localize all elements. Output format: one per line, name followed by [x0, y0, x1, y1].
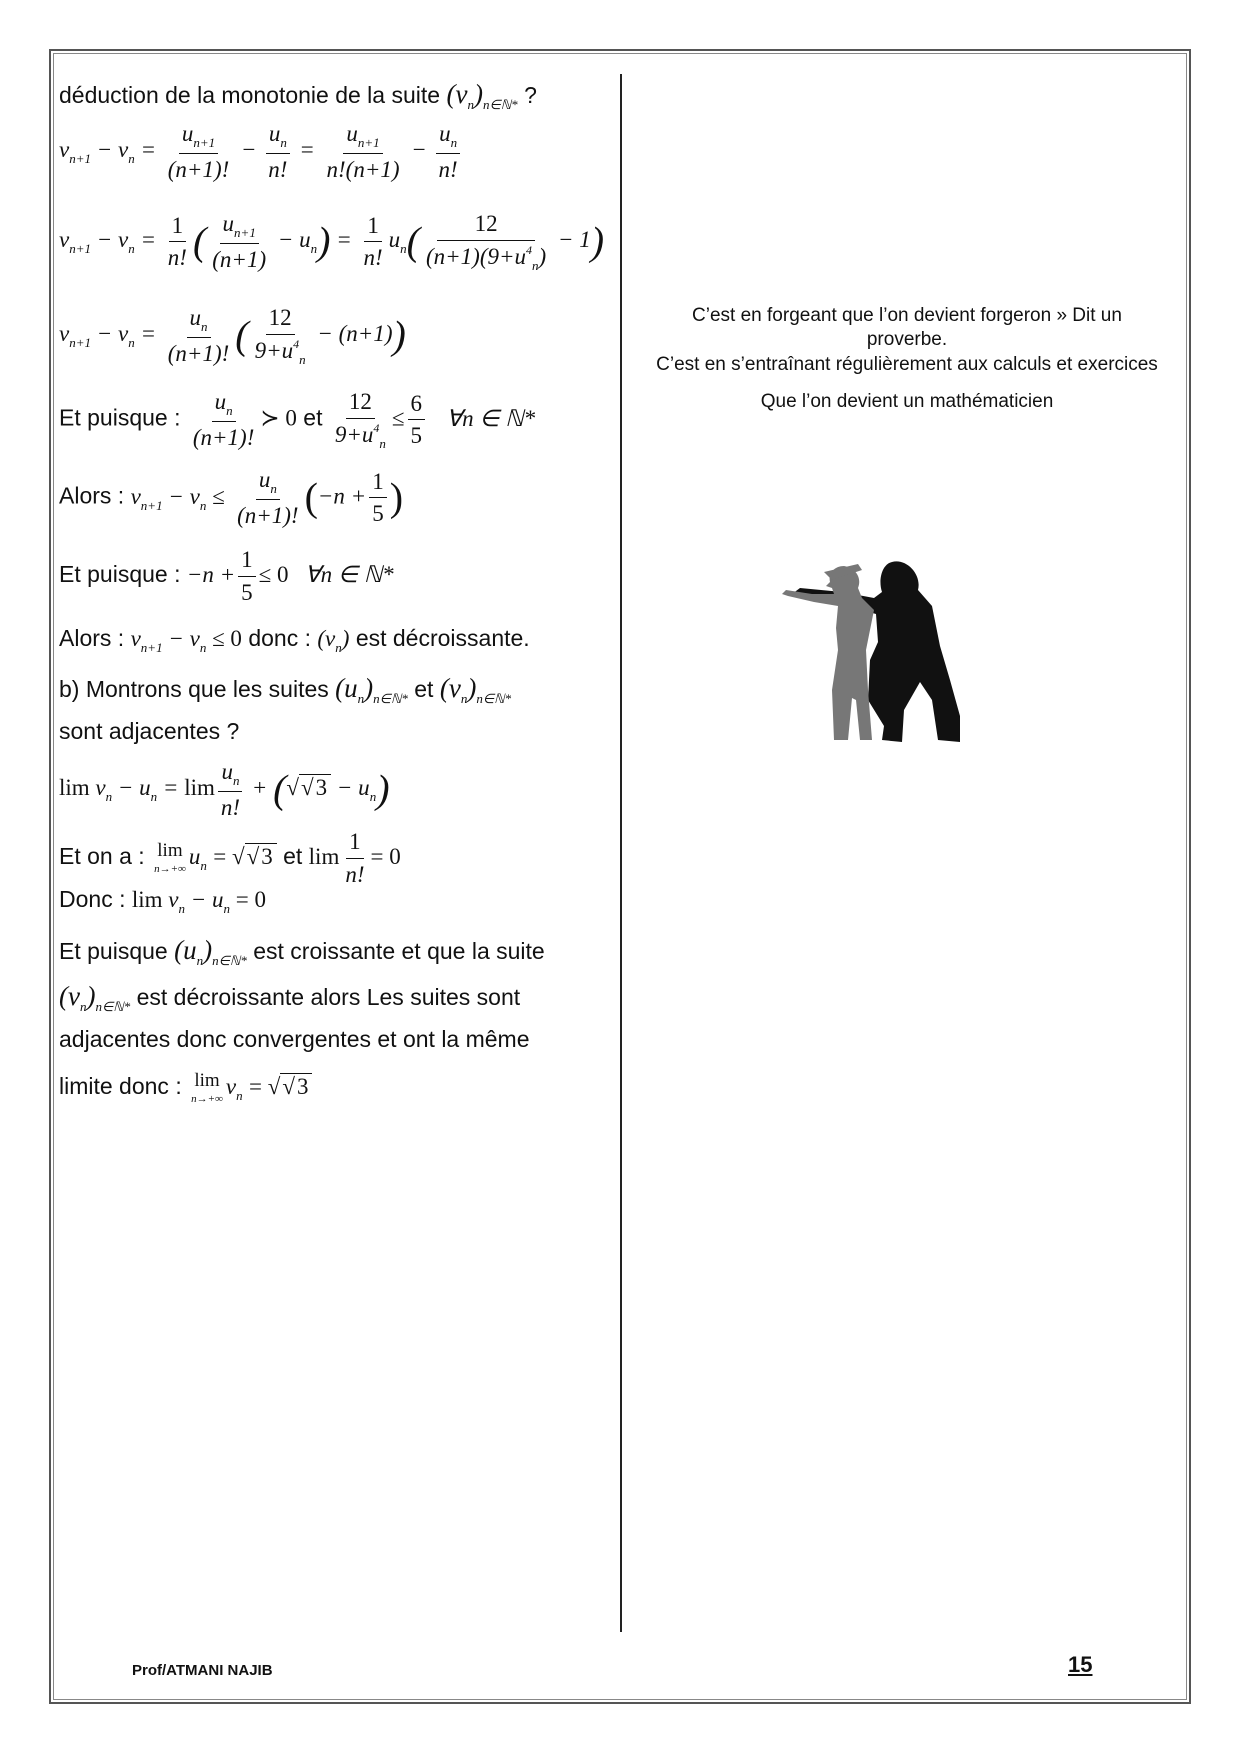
alors-1: Alors : $v_{n+1} - v_n$ ≤ $\frac{u_n}{(n+1)!}$ (−n + $\frac{1}{5}$ ) [59, 467, 404, 528]
quote-line-3: C’est en s’entraînant régulièrement aux calculs et exercices [656, 353, 1158, 375]
proverb-quote [626, 304, 1188, 377]
alors-label: Alors : [59, 482, 125, 509]
part-b-line2: sont adjacentes ? [59, 718, 240, 744]
et-puisque-2: Et puisque : −n + $\frac{1}{5}$ ≤ 0 ∀n ∈ ℕ* [59, 547, 394, 605]
alors-2: Alors : $v_{n+1} - v_n \le 0$ donc : $(v_n)$ est décroissante. [59, 625, 530, 655]
question-text: déduction de la monotonie de la suite [59, 82, 441, 108]
et-on-a: Et on a : lim n→+∞ $u_n = √√3$ et lim $\frac{1}{n!}$ = 0 [59, 829, 401, 887]
quote-line-2: proverbe. [866, 329, 948, 351]
et-puisque-label-2: Et puisque : [59, 561, 181, 588]
formula-diff-3: $v_{n+1} - v_n$ = $\frac{u_n}{(n+1)!}$ ( $\frac{12}{9+u^4_n}$ − (n+1)) [59, 305, 406, 367]
donc-word: donc : [248, 625, 311, 651]
et-word-2: et [414, 676, 434, 702]
part-b-line1: b) Montrons que les suites $(u_n)_{n\in ℕ*}$ et $(v_n)_{n\in ℕ*}$ [59, 673, 512, 706]
final-line2: $(v_n)_{n\in ℕ*}$ est décroissante alors Les suites sont [59, 981, 521, 1014]
page-number: 15 [1068, 1652, 1093, 1677]
et-puisque-1: Et puisque : $\frac{u_n}{(n+1)!}$ ≻ 0 et $\frac{12}{9+u^4_n}$ ≤ $\frac{6}{5}$ ∀n ∈ ℕ* [59, 389, 536, 451]
donc-limit: Donc : $\lim v_n - u_n = 0$ [59, 886, 267, 916]
final-line1: Et puisque $(u_n)_{n\in ℕ*}$ est croissante et que la suite [59, 935, 545, 968]
donc-label: Donc : [59, 886, 126, 912]
et-puisque-label: Et puisque : [59, 404, 181, 431]
teacher-child-silhouette-icon [782, 550, 982, 746]
final-line4: limite donc : lim n→+∞ $v_n = √√3$ [59, 1070, 312, 1106]
quote-last: Que l’on devient un mathématicien [760, 391, 1054, 412]
footer-author: Prof/ATMANI NAJIB [132, 1662, 273, 1679]
column-divider [620, 74, 622, 1632]
formula-diff-1: $v_{n+1} - v_n$ = $\frac{u_{n+1}}{(n+1)!}$ − $\frac{u_n}{n!}$ = $\frac{u_{n+1}}{n!(n+1)}$ − $\frac{u_n}{n!}$ [59, 120, 464, 183]
seq-vn: $(v_n)_{n\in ℕ*}$ [446, 79, 518, 112]
formula-diff-2: $v_{n+1} - v_n$ = $\frac{1}{n!}$ ( $\frac{u_{n+1}}{(n+1)}$ − $u_n$) = $\frac{1}{n!}$ $u_n$( $\frac{12}{(n+1)(9+u^4_n)}$ − 1) [59, 211, 605, 273]
part-b-text: b) Montrons que les suites [59, 676, 329, 702]
monotonie-question [59, 78, 537, 113]
final-line2-text: est décroissante alors Les suites sont [136, 984, 521, 1010]
final-line3: adjacentes donc convergentes et ont la même [59, 1026, 530, 1052]
final-line4-text: limite donc : [59, 1073, 182, 1100]
question-mark: ? [524, 82, 537, 108]
decroissante-text: est décroissante. [355, 625, 530, 651]
et-word-3: et [283, 843, 303, 870]
final-line1a: Et puisque [59, 938, 168, 964]
final-line1b: est croissante et que la suite [253, 938, 545, 964]
et-word: et [303, 404, 323, 431]
quote-line-1: C’est en forgeant que l’on devient forgeron » Dit un [692, 305, 1122, 326]
et-on-a-label: Et on a : [59, 843, 145, 870]
alors-label-2: Alors : [59, 625, 125, 651]
formula-limit-diff: $\lim v_n - u_n = \lim$ $\frac{u_n}{n!}$ + $(√√3 - u_n)$ [59, 759, 390, 820]
